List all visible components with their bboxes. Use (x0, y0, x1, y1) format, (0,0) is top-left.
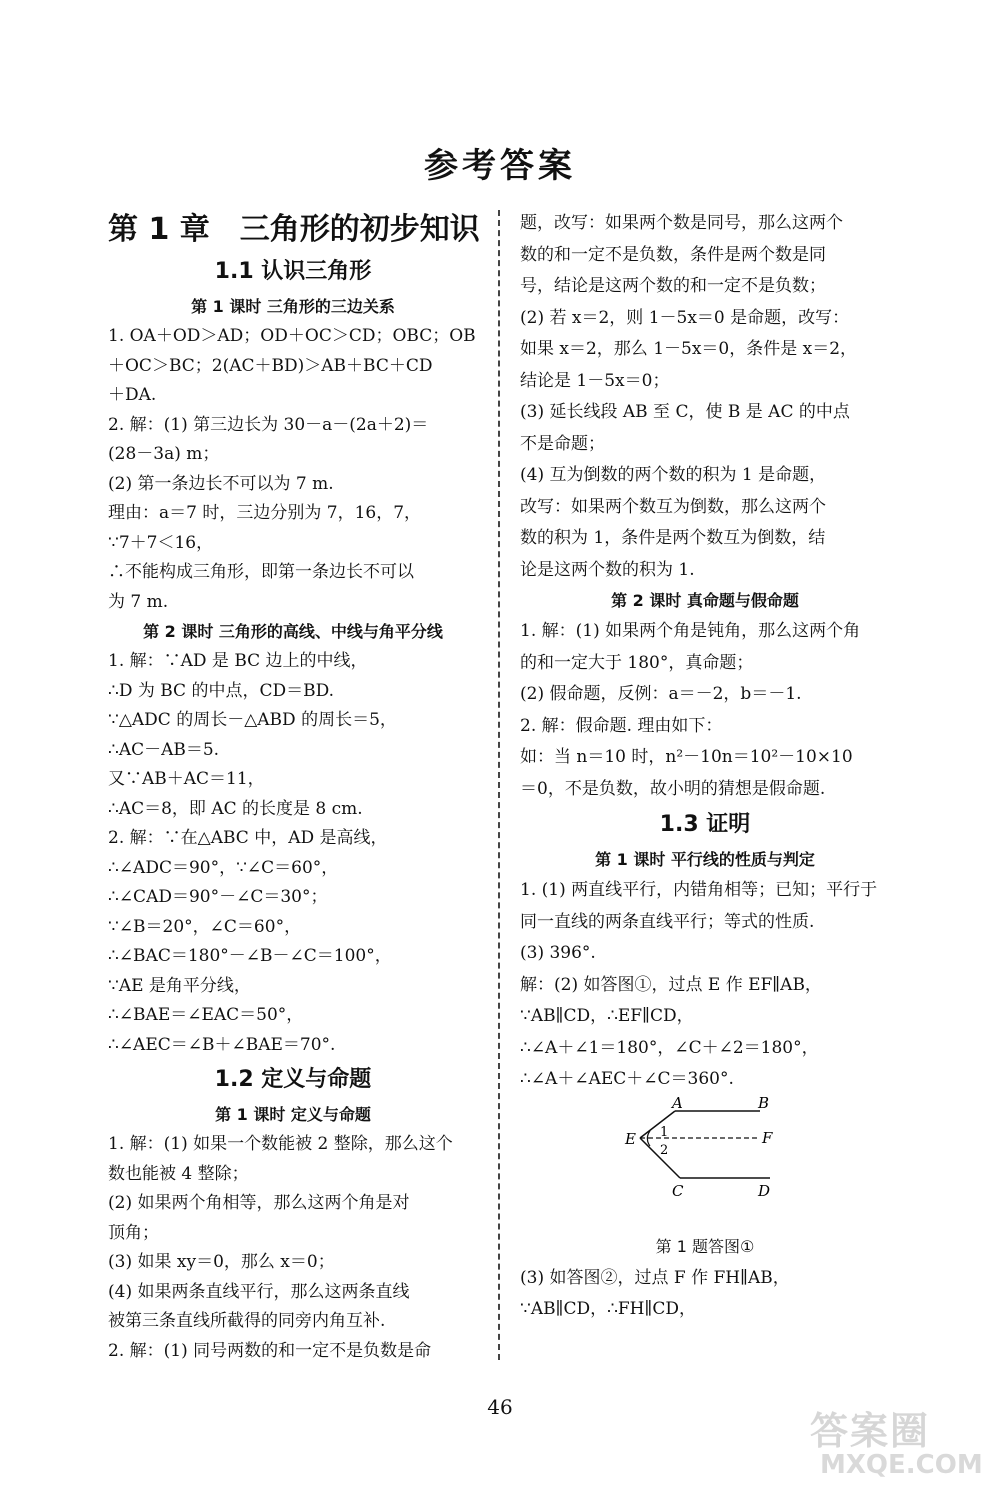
answer-line: ∴∠A＋∠1＝180°，∠C＋∠2＝180°， (520, 1037, 819, 1058)
answer-line: (4) 如果两条直线平行，那么这两条直线 (108, 1281, 410, 1302)
answer-line: 论是这两个数的积为 1. (520, 559, 695, 580)
answer-line: 改写：如果两个数互为倒数，那么这两个 (520, 496, 826, 517)
answer-line: (3) 如答图②，过点 F 作 FH∥AB， (520, 1267, 790, 1288)
answer-line: (3) 延长线段 AB 至 C，使 B 是 AC 的中点 (520, 402, 850, 422)
page-title: 参考答案 (424, 146, 576, 186)
answer-line: 2. 解：假命题. 理由如下： (520, 715, 723, 736)
answer-line: 2. 解：(1) 第三边长为 30－a－(2a＋2)＝ (108, 414, 429, 435)
answer-block (520, 208, 890, 586)
answer-block (108, 647, 478, 824)
answer-line: (2) 第一条边长不可以为 7 m. (108, 473, 334, 494)
answer-line: ∵AE 是角平分线， (108, 975, 251, 996)
answer-line: 1. (1) 两直线平行，内错角相等；已知；平行于 (520, 880, 878, 900)
answer-line: ∴∠BAC＝180°－∠B－∠C＝100°， (108, 946, 392, 966)
answer-line: 顶角； (108, 1222, 159, 1243)
point-label-c: C (672, 1181, 684, 1200)
watermark-url: MXQE.COM (820, 1450, 983, 1480)
answer-block (520, 711, 890, 806)
answer-line: 解：(2) 如答图①，过点 E 作 EF∥AB， (520, 974, 822, 995)
answer-line: ∵AB∥CD，∴EF∥CD， (520, 1006, 694, 1026)
lesson-heading: 第 1 课时 三角形的三边关系 (191, 297, 395, 316)
answer-line: 被第三条直线所截得的同旁内角互补. (108, 1311, 386, 1331)
answer-line: 为 7 m. (108, 591, 169, 612)
answer-line: 的和一定大于 180°，真命题； (520, 652, 754, 673)
answer-line: ∴∠ADC＝90°，∵∠C＝60°， (108, 857, 339, 878)
lesson-heading: 第 2 课时 三角形的高线、中线与角平分线 (143, 622, 443, 641)
point-label-e: E (625, 1129, 636, 1148)
answer-line: ∵7＋7＜16， (108, 532, 214, 553)
answer-line: 号，结论是这两个数的和一定不是负数； (520, 276, 826, 296)
watermark-logo: 答案圈 (810, 1409, 931, 1453)
answer-line: (4) 互为倒数的两个数的积为 1 是命题， (520, 465, 827, 485)
angle-label-2: 2 (660, 1142, 669, 1158)
point-label-f: F (762, 1128, 773, 1147)
column-divider (498, 210, 500, 1360)
right-column (520, 208, 890, 1326)
answer-block (108, 411, 478, 618)
angle-label-1: 1 (660, 1124, 669, 1140)
section-heading: 1.3 证明 (659, 812, 751, 837)
answer-line: ∴AC＝8，即 AC 的长度是 8 cm. (108, 798, 363, 819)
answer-line: ∴∠BAE＝∠EAC＝50°， (108, 1005, 304, 1025)
answer-line: ＋OC＞BC；2(AC＋BD)＞AB＋BC＋CD (108, 355, 433, 376)
lesson-heading: 第 1 课时 定义与命题 (215, 1105, 371, 1124)
answer-line: ∴AC－AB＝5. (108, 739, 220, 760)
figure-caption: 第 1 题答图① (655, 1236, 755, 1256)
answer-line: 1. OA＋OD＞AD；OD＋OC＞CD；OBC；OB (108, 326, 476, 346)
answer-line: 同一直线的两条直线平行；等式的性质. (520, 911, 815, 932)
answer-line: ＋DA. (108, 385, 157, 405)
answer-block (108, 322, 478, 411)
answer-line: ∴∠CAD＝90°－∠C＝30°； (108, 887, 328, 907)
answer-line: 结论是 1－5x＝0； (520, 370, 670, 391)
answer-line: 数也能被 4 整除； (108, 1163, 249, 1184)
point-label-b: B (758, 1095, 770, 1112)
answer-line: 理由：a＝7 时，三边分别为 7，16，7， (108, 503, 422, 523)
answer-line: 数的积为 1，条件是两个数互为倒数，结 (520, 528, 826, 548)
watermark (810, 1400, 990, 1485)
answer-line: 题，改写：如果两个数是同号，那么这两个 (520, 213, 843, 233)
answer-line: 不是命题； (520, 433, 605, 454)
answer-line: ∵△ADC 的周长－△ABD 的周长＝5， (108, 710, 397, 730)
answer-line: (2) 若 x＝2，则 1－5x＝0 是命题，改写： (520, 307, 850, 328)
lesson-heading: 第 1 课时 平行线的性质与判定 (595, 850, 815, 869)
answer-line: 又∵AB＋AC＝11， (108, 769, 265, 789)
answer-line: 1. 解：∵AD 是 BC 边上的中线， (108, 651, 368, 671)
answer-line: 1. 解：(1) 如果一个数能被 2 整除，那么这个 (108, 1134, 453, 1154)
answer-line: ∵AB∥CD，∴FH∥CD， (520, 1299, 697, 1319)
answer-line: (3) 如果 xy＝0，那么 x＝0； (108, 1252, 335, 1272)
answer-block (520, 1263, 890, 1326)
answer-line: ∴D 为 BC 的中点，CD＝BD. (108, 680, 335, 701)
answer-line: 2. 解：∵在△ABC 中，AD 是高线， (108, 828, 388, 848)
left-column (108, 208, 478, 1366)
answer-line: (28－3a) m； (108, 444, 220, 464)
answer-block (108, 824, 478, 1060)
answer-block (520, 616, 890, 711)
answer-line: ∴∠AEC＝∠B＋∠BAE＝70°. (108, 1034, 336, 1055)
answer-block (108, 1130, 478, 1337)
answer-line: (2) 假命题，反例：a＝－2，b＝－1. (520, 684, 802, 704)
answer-line: ∴不能构成三角形，即第一条边长不可以 (108, 562, 414, 582)
section-heading: 1.1 认识三角形 (214, 259, 372, 284)
answer-line: ＝0，不是负数，故小明的猜想是假命题. (520, 778, 826, 799)
answer-line: (2) 如果两个角相等，那么这两个角是对 (108, 1193, 410, 1213)
answer-line: 如果 x＝2，那么 1－5x＝0，条件是 x＝2， (520, 339, 858, 359)
answer-line: 如：当 n＝10 时，n²－10n＝10²－10×10 (520, 747, 853, 767)
point-label-d: D (758, 1181, 771, 1200)
answer-line: 2. 解：(1) 同号两数的和一定不是负数是命 (108, 1340, 432, 1361)
answer-line: 数的和一定不是负数，条件是两个数是同 (520, 244, 826, 265)
page-number: 46 (487, 1395, 513, 1419)
parallel-lines-figure (520, 1096, 890, 1231)
point-label-a: A (672, 1095, 683, 1112)
lesson-heading: 第 2 课时 真命题与假命题 (611, 591, 799, 610)
answer-line: ∴∠A＋∠AEC＋∠C＝360°. (520, 1069, 734, 1089)
answer-block (520, 875, 890, 1096)
answer-line: 1. 解：(1) 如果两个角是钝角，那么这两个角 (520, 621, 861, 641)
answer-line: ∵∠B＝20°，∠C＝60°， (108, 916, 302, 937)
answer-line: (3) 396°. (520, 943, 596, 963)
answer-block (108, 1337, 478, 1367)
chapter-heading: 第 1 章 三角形的初步知识 (108, 212, 480, 247)
section-heading: 1.2 定义与命题 (214, 1067, 372, 1092)
